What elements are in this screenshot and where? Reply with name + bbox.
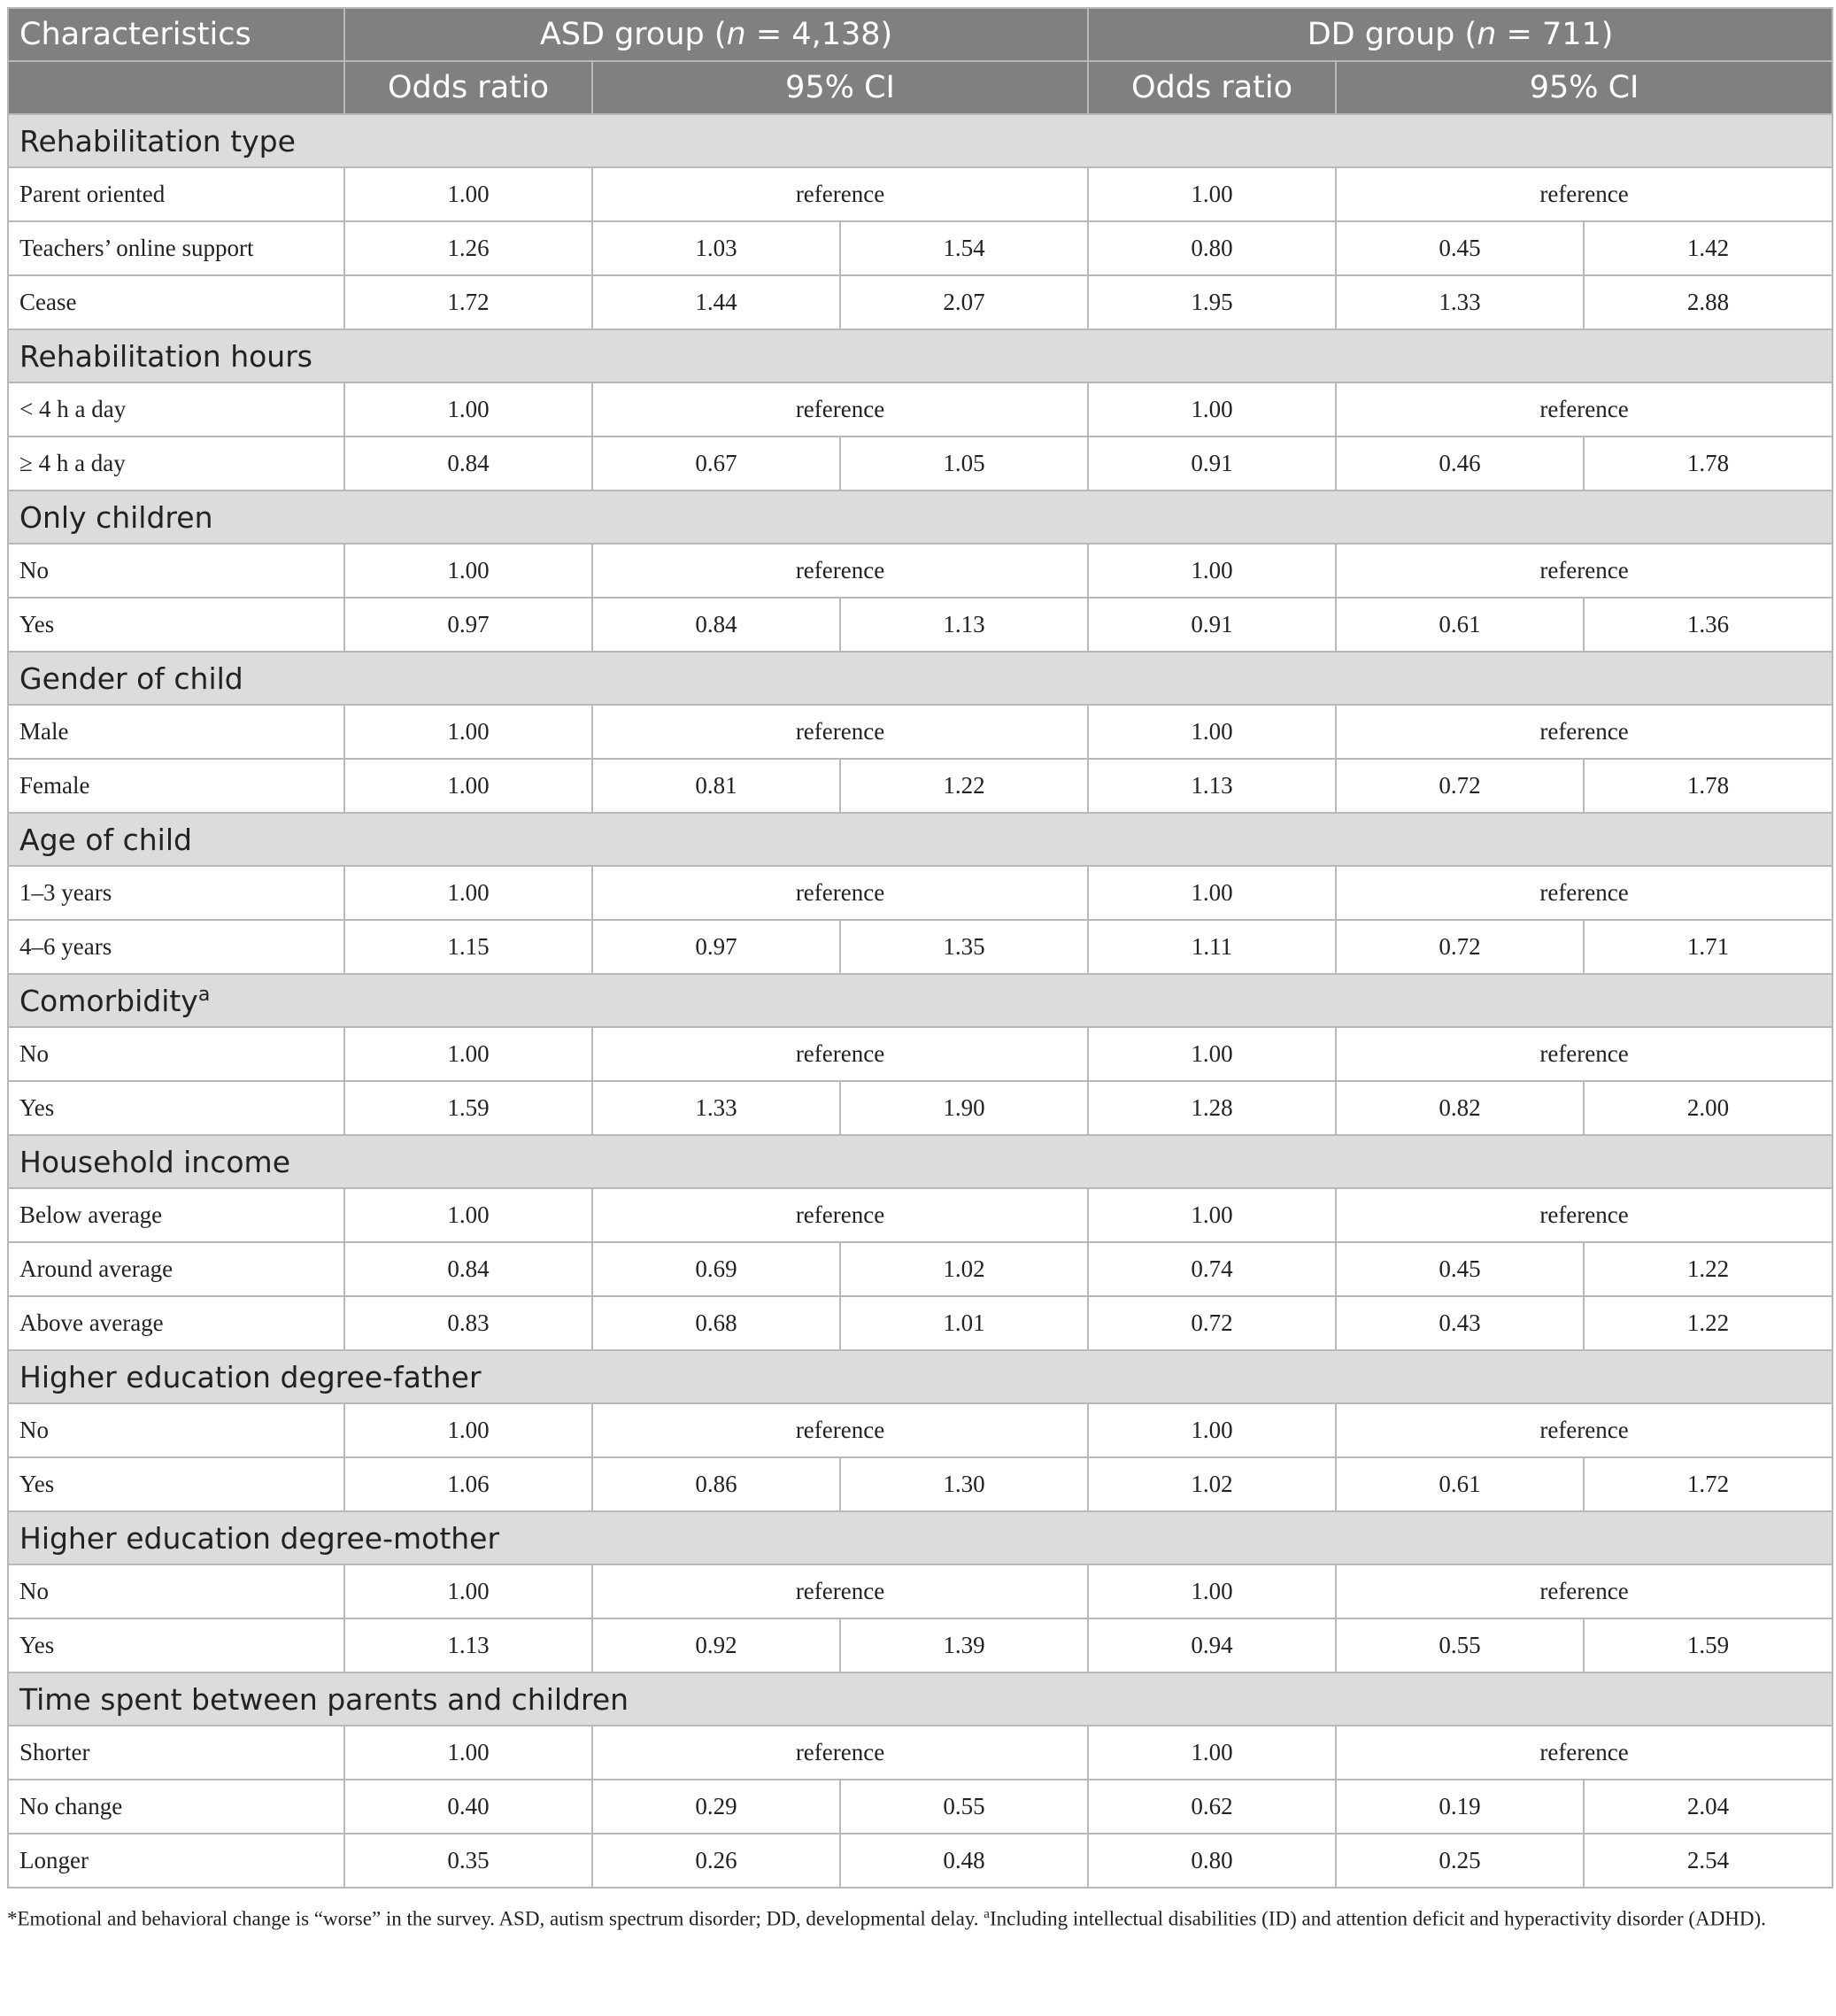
dd-ci-lower: 0.19 (1336, 1780, 1584, 1834)
asd-odds-ratio: 1.00 (344, 1027, 592, 1081)
asd-reference: reference (592, 1188, 1088, 1242)
table-row (8, 221, 1832, 275)
dd-ci-lower: 1.33 (1336, 275, 1584, 329)
dd-ci-upper: 1.71 (1584, 920, 1832, 974)
section-title (8, 1672, 1832, 1726)
table-row (8, 1564, 1832, 1618)
asd-ci-upper: 1.39 (840, 1618, 1088, 1672)
dd-odds-ratio: 1.11 (1088, 920, 1336, 974)
asd-ci-lower: 0.92 (592, 1618, 840, 1672)
asd-odds-ratio: 1.06 (344, 1457, 592, 1511)
header-row-stats (8, 61, 1832, 114)
asd-odds-ratio: 0.84 (344, 436, 592, 490)
asd-odds-ratio: 1.26 (344, 221, 592, 275)
table-footnote (7, 1899, 1832, 1935)
asd-ci-lower: 1.03 (592, 221, 840, 275)
asd-reference: reference (592, 382, 1088, 436)
row-label: Yes (8, 1618, 344, 1672)
asd-ci-upper: 1.13 (840, 598, 1088, 652)
asd-odds-ratio: 1.00 (344, 705, 592, 759)
asd-odds-ratio: 1.00 (344, 1564, 592, 1618)
section-title (8, 1511, 1832, 1564)
table-row (8, 705, 1832, 759)
asd-odds-ratio: 0.83 (344, 1296, 592, 1350)
asd-odds-ratio: 1.00 (344, 382, 592, 436)
row-label: Yes (8, 598, 344, 652)
asd-reference: reference (592, 1726, 1088, 1780)
dd-odds-ratio: 1.00 (1088, 1403, 1336, 1457)
dd-ci-upper: 1.78 (1584, 436, 1832, 490)
asd-ci-lower: 0.29 (592, 1780, 840, 1834)
dd-odds-ratio: 1.00 (1088, 167, 1336, 221)
dd-ci-upper: 2.88 (1584, 275, 1832, 329)
asd-odds-ratio: 1.00 (344, 167, 592, 221)
asd-odds-ratio: 0.40 (344, 1780, 592, 1834)
asd-ci-upper: 2.07 (840, 275, 1088, 329)
asd-ci-upper: 0.48 (840, 1834, 1088, 1888)
dd-ci-upper: 1.72 (1584, 1457, 1832, 1511)
dd-odds-ratio: 1.00 (1088, 1726, 1336, 1780)
header-dd-odds-ratio: Odds ratio (1088, 61, 1336, 114)
asd-reference: reference (592, 866, 1088, 920)
section-title-text: Gender of child (19, 660, 243, 696)
asd-odds-ratio: 0.97 (344, 598, 592, 652)
asd-ci-lower: 0.97 (592, 920, 840, 974)
asd-ci-lower: 0.84 (592, 598, 840, 652)
section-title-text: Rehabilitation hours (19, 338, 312, 374)
row-label: Below average (8, 1188, 344, 1242)
asd-ci-upper: 1.54 (840, 221, 1088, 275)
asd-ci-upper: 1.02 (840, 1242, 1088, 1296)
section-title-text: Comorbidity (19, 983, 198, 1018)
row-label: Parent oriented (8, 167, 344, 221)
asd-odds-ratio: 1.72 (344, 275, 592, 329)
section-title-sup: a (197, 983, 211, 1006)
dd-ci-upper: 1.59 (1584, 1618, 1832, 1672)
section-header-row (8, 329, 1832, 382)
dd-reference: reference (1336, 1188, 1832, 1242)
table-row (8, 1081, 1832, 1135)
dd-odds-ratio: 1.00 (1088, 382, 1336, 436)
dd-ci-upper: 2.04 (1584, 1780, 1832, 1834)
row-label: 1–3 years (8, 866, 344, 920)
asd-reference: reference (592, 705, 1088, 759)
table-row (8, 167, 1832, 221)
row-label: No change (8, 1780, 344, 1834)
table-row (8, 920, 1832, 974)
odds-ratio-table (7, 7, 1833, 1889)
section-title (8, 490, 1832, 544)
dd-reference: reference (1336, 167, 1832, 221)
dd-odds-ratio: 1.95 (1088, 275, 1336, 329)
asd-ci-upper: 1.35 (840, 920, 1088, 974)
section-title (8, 329, 1832, 382)
header-dd-group: DD group (n = 711) (1088, 8, 1832, 61)
row-label: Above average (8, 1296, 344, 1350)
dd-ci-lower: 0.55 (1336, 1618, 1584, 1672)
asd-odds-ratio: 0.35 (344, 1834, 592, 1888)
table-row (8, 1403, 1832, 1457)
dd-ci-lower: 0.46 (1336, 436, 1584, 490)
asd-ci-lower: 0.69 (592, 1242, 840, 1296)
table-row (8, 1780, 1832, 1834)
section-header-row (8, 813, 1832, 866)
table-row (8, 275, 1832, 329)
dd-ci-upper: 1.78 (1584, 759, 1832, 813)
table-row (8, 1188, 1832, 1242)
dd-odds-ratio: 1.00 (1088, 1188, 1336, 1242)
dd-reference: reference (1336, 382, 1832, 436)
dd-ci-upper: 1.22 (1584, 1242, 1832, 1296)
section-title (8, 652, 1832, 705)
section-title (8, 813, 1832, 866)
header-asd-ci: 95% CI (592, 61, 1088, 114)
dd-reference: reference (1336, 705, 1832, 759)
section-title-text: Age of child (19, 822, 192, 857)
dd-odds-ratio: 1.00 (1088, 544, 1336, 598)
row-label: No (8, 1564, 344, 1618)
asd-odds-ratio: 1.00 (344, 1188, 592, 1242)
asd-ci-lower: 0.86 (592, 1457, 840, 1511)
section-title-text: Rehabilitation type (19, 123, 296, 158)
asd-ci-lower: 1.44 (592, 275, 840, 329)
dd-odds-ratio: 0.91 (1088, 598, 1336, 652)
table-row (8, 866, 1832, 920)
dd-reference: reference (1336, 1564, 1832, 1618)
dd-ci-upper: 2.54 (1584, 1834, 1832, 1888)
dd-reference: reference (1336, 1403, 1832, 1457)
asd-odds-ratio: 1.59 (344, 1081, 592, 1135)
section-header-row (8, 1135, 1832, 1188)
asd-odds-ratio: 1.00 (344, 544, 592, 598)
section-header-row (8, 114, 1832, 167)
dd-odds-ratio: 1.02 (1088, 1457, 1336, 1511)
header-characteristics: Characteristics (8, 8, 344, 61)
asd-ci-lower: 0.26 (592, 1834, 840, 1888)
row-label: No (8, 1027, 344, 1081)
asd-odds-ratio: 1.00 (344, 1726, 592, 1780)
table-row (8, 1726, 1832, 1780)
row-label: No (8, 544, 344, 598)
section-title (8, 114, 1832, 167)
dd-ci-lower: 0.45 (1336, 221, 1584, 275)
header-dd-ci: 95% CI (1336, 61, 1832, 114)
asd-reference: reference (592, 544, 1088, 598)
dd-odds-ratio: 0.91 (1088, 436, 1336, 490)
footnote-mark: * (7, 1907, 18, 1930)
dd-odds-ratio: 0.74 (1088, 1242, 1336, 1296)
dd-ci-upper: 1.42 (1584, 221, 1832, 275)
header-asd-odds-ratio: Odds ratio (344, 61, 592, 114)
header-empty-cell (8, 61, 344, 114)
row-label: Longer (8, 1834, 344, 1888)
section-title-text: Higher education degree-mother (19, 1520, 500, 1556)
table-row (8, 1027, 1832, 1081)
section-header-row (8, 1672, 1832, 1726)
dd-ci-lower: 0.72 (1336, 920, 1584, 974)
row-label: ≥ 4 h a day (8, 436, 344, 490)
dd-odds-ratio: 1.00 (1088, 1564, 1336, 1618)
section-header-row (8, 1350, 1832, 1403)
header-asd-group: ASD group (n = 4,138) (344, 8, 1088, 61)
asd-reference: reference (592, 1564, 1088, 1618)
asd-ci-lower: 0.81 (592, 759, 840, 813)
table-row (8, 544, 1832, 598)
row-label: 4–6 years (8, 920, 344, 974)
section-title (8, 1350, 1832, 1403)
asd-ci-upper: 1.01 (840, 1296, 1088, 1350)
row-label: Teachers’ online support (8, 221, 344, 275)
dd-ci-lower: 0.61 (1336, 598, 1584, 652)
dd-ci-upper: 1.22 (1584, 1296, 1832, 1350)
asd-ci-upper: 0.55 (840, 1780, 1088, 1834)
table-body (8, 114, 1832, 1888)
asd-odds-ratio: 1.00 (344, 866, 592, 920)
asd-ci-upper: 1.05 (840, 436, 1088, 490)
table-row (8, 1618, 1832, 1672)
row-label: No (8, 1403, 344, 1457)
asd-ci-lower: 0.68 (592, 1296, 840, 1350)
dd-ci-lower: 0.72 (1336, 759, 1584, 813)
dd-reference: reference (1336, 1027, 1832, 1081)
section-title-text: Household income (19, 1144, 290, 1179)
asd-odds-ratio: 1.13 (344, 1618, 592, 1672)
asd-odds-ratio: 0.84 (344, 1242, 592, 1296)
dd-odds-ratio: 0.62 (1088, 1780, 1336, 1834)
footnote-sup: a (984, 1907, 990, 1921)
dd-odds-ratio: 0.80 (1088, 1834, 1336, 1888)
dd-reference: reference (1336, 1726, 1832, 1780)
row-label: Female (8, 759, 344, 813)
asd-ci-lower: 1.33 (592, 1081, 840, 1135)
dd-reference: reference (1336, 544, 1832, 598)
asd-ci-lower: 0.67 (592, 436, 840, 490)
row-label: Cease (8, 275, 344, 329)
section-title-text: Higher education degree-father (19, 1359, 482, 1394)
dd-ci-lower: 0.45 (1336, 1242, 1584, 1296)
asd-ci-upper: 1.22 (840, 759, 1088, 813)
dd-ci-lower: 0.82 (1336, 1081, 1584, 1135)
row-label: Male (8, 705, 344, 759)
asd-ci-upper: 1.30 (840, 1457, 1088, 1511)
dd-ci-upper: 1.36 (1584, 598, 1832, 652)
table-row (8, 759, 1832, 813)
row-label: Shorter (8, 1726, 344, 1780)
section-title-text: Time spent between parents and children (19, 1681, 629, 1717)
dd-ci-lower: 0.43 (1336, 1296, 1584, 1350)
table-row (8, 1296, 1832, 1350)
row-label: < 4 h a day (8, 382, 344, 436)
dd-odds-ratio: 1.00 (1088, 705, 1336, 759)
table-row (8, 382, 1832, 436)
dd-ci-lower: 0.61 (1336, 1457, 1584, 1511)
dd-ci-lower: 0.25 (1336, 1834, 1584, 1888)
section-header-row (8, 1511, 1832, 1564)
dd-odds-ratio: 0.72 (1088, 1296, 1336, 1350)
section-header-row (8, 974, 1832, 1027)
dd-ci-upper: 2.00 (1584, 1081, 1832, 1135)
dd-reference: reference (1336, 866, 1832, 920)
footnote-text-2: Including intellectual disabilities (ID) and attention deficit and hyperactivity disorder (ADHD). (989, 1907, 1766, 1930)
dd-odds-ratio: 0.80 (1088, 221, 1336, 275)
asd-reference: reference (592, 167, 1088, 221)
dd-odds-ratio: 1.28 (1088, 1081, 1336, 1135)
row-label: Yes (8, 1457, 344, 1511)
asd-reference: reference (592, 1027, 1088, 1081)
section-title (8, 974, 1832, 1027)
asd-ci-upper: 1.90 (840, 1081, 1088, 1135)
asd-odds-ratio: 1.00 (344, 759, 592, 813)
table-row (8, 1457, 1832, 1511)
table-row (8, 1834, 1832, 1888)
asd-odds-ratio: 1.00 (344, 1403, 592, 1457)
section-title (8, 1135, 1832, 1188)
section-title-text: Only children (19, 499, 213, 535)
row-label: Yes (8, 1081, 344, 1135)
asd-reference: reference (592, 1403, 1088, 1457)
dd-odds-ratio: 1.00 (1088, 1027, 1336, 1081)
results-table-container (7, 7, 1832, 1935)
row-label: Around average (8, 1242, 344, 1296)
table-row (8, 598, 1832, 652)
section-header-row (8, 490, 1832, 544)
footnote-text: Emotional and behavioral change is “worse” in the survey. ASD, autism spectrum disorder; DD, developmental delay. (17, 1907, 984, 1930)
asd-odds-ratio: 1.15 (344, 920, 592, 974)
header-row-groups (8, 8, 1832, 61)
table-row (8, 1242, 1832, 1296)
dd-odds-ratio: 1.13 (1088, 759, 1336, 813)
dd-odds-ratio: 0.94 (1088, 1618, 1336, 1672)
section-header-row (8, 652, 1832, 705)
dd-odds-ratio: 1.00 (1088, 866, 1336, 920)
table-row (8, 436, 1832, 490)
